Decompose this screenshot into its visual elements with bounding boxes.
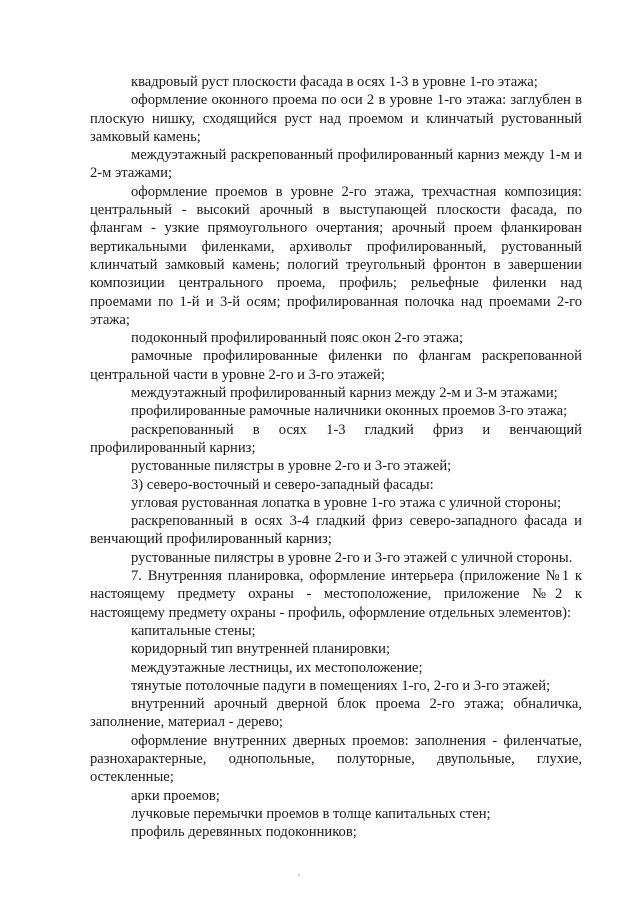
paragraph: междуэтажные лестницы, их местоположение; [131, 659, 423, 676]
paragraph: оформление проемов в уровне 2-го этажа, трехчастная композиция: центральный - высокий арочный в выступающей плоскости фасада, по флангам - узкие прямоугольного очертания; арочный проем фланкирован вертикальными филенками, архивольт профилированный, рустованный клинчатый замковый камень; пологий треугольный фронтон в завершении композиции центрального проема, профиль; рельефные филенки над проемами по 1-й и 3-й осям; профилированная полочка над проемами 2-го этажа; [90, 183, 582, 328]
paragraph: раскрепованный в осях 1-3 гладкий фриз и венчающий профилированный карниз; [90, 421, 582, 456]
section-heading: 7. Внутренняя планировка, оформление интерьера (приложение №1 к настоящему предмету охраны - местоположение, приложение №2 к настоящему предмету охраны - профиль, оформление отдельных элементов): [90, 568, 582, 621]
paragraph: капитальные стены; [131, 622, 256, 639]
paragraph: междуэтажный раскрепованный профилированный карниз между 1-м и 2-м этажами; [90, 147, 582, 182]
paragraph: угловая рустованная лопатка в уровне 1-го этажа с уличной стороны; [131, 494, 562, 511]
body-text [90, 73, 582, 841]
paragraph: подоконный профилированный пояс окон 2-го этажа; [131, 330, 464, 347]
paragraph: профиль деревянных подоконников; [131, 824, 357, 841]
scan-speck [298, 874, 300, 876]
paragraph: арки проемов; [131, 787, 220, 804]
paragraph: профилированные рамочные наличники оконных проемов 3-го этажа; [131, 403, 568, 420]
paragraph: раскрепованный в осях 3-4 гладкий фриз северо-западного фасада и венчающий профилированный карниз; [90, 513, 582, 548]
paragraph: коридорный тип внутренней планировки; [131, 641, 391, 658]
paragraph: рустованные пилястры в уровне 2-го и 3-го этажей; [131, 458, 452, 475]
paragraph: лучковые перемычки проемов в толще капитальных стен; [131, 805, 491, 822]
paragraph: внутренний арочный дверной блок проема 2-го этажа; обналичка, заполнение, материал - дерево; [90, 696, 582, 731]
paragraph: рустованные пилястры в уровне 2-го и 3-го этажей с уличной стороны. [131, 549, 573, 566]
paragraph: квадровый руст плоскости фасада в осях 1-3 в уровне 1-го этажа; [131, 74, 538, 90]
paragraph: оформление оконного проема по оси 2 в уровне 1-го этажа: заглублен в плоскую нишку, сходящийся руст над проемом и клинчатый рустованный замковый камень; [90, 92, 582, 145]
paragraph: междуэтажный профилированный карниз между 2-м и 3-м этажами; [131, 385, 558, 402]
paragraph: оформление внутренних дверных проемов: заполнения - филенчатые, разнохарактерные, однопольные, полуторные, двупольные, глухие, остекленные; [90, 732, 582, 786]
paragraph: рамочные профилированные филенки по флангам раскрепованной центральной части в уровне 2-го и 3-го этажей; [90, 348, 582, 383]
section-heading: 3) северо-восточный и северо-западный фасады: [131, 476, 434, 493]
paragraph: тянутые потолочные падуги в помещениях 1-го, 2-го и 3-го этажей; [131, 677, 551, 694]
